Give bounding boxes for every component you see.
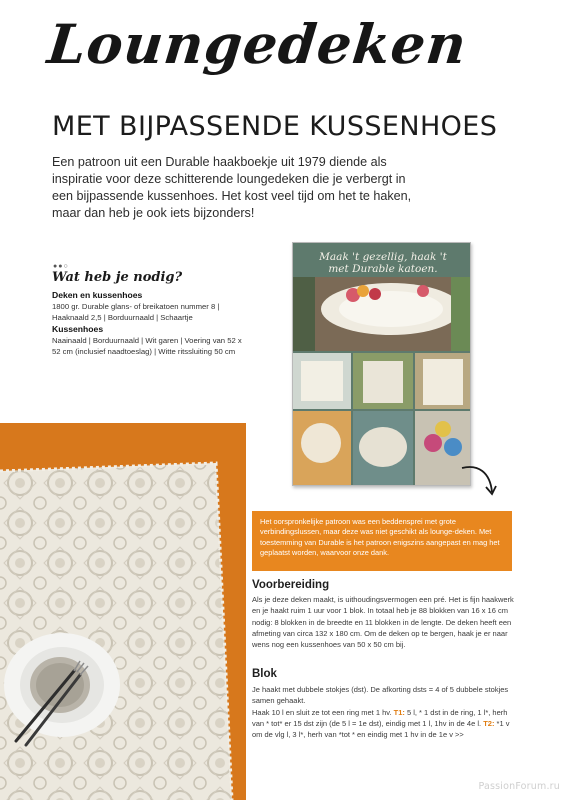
section-text-blok (252, 684, 514, 740)
blok-instructions: Haak 10 l en sluit ze tot een ring met 1 hv. T1: 5 l, * 1 dst in de ring, 1 l*, herh van * tot* er 15 dst zijn (de 5 l = 1e dst), eindig met 1 l, 1hv in de 4e l. T2: *1 v om de vlg l, 3 l*, herh van *tot * en eindig met 1 hv in de 1e v >> (252, 707, 510, 740)
materials-heading-cushion: Kussenhoes (52, 323, 104, 334)
round-2-label: T2: (483, 718, 495, 728)
curved-arrow-icon (456, 458, 500, 502)
page-title: Loungedeken (44, 12, 471, 76)
booklet-collage (293, 243, 471, 486)
blok-intro: Je haakt met dubbele stokjes (dst). De afkorting dsts = 4 of 5 dubbele stokjes samen gehaakt. (252, 685, 509, 706)
section-heading-blok: Blok (252, 668, 277, 680)
materials-title: Wat heb je nodig? (52, 270, 183, 285)
page-subtitle: MET BIJPASSENDE KUSSENHOES (52, 111, 498, 142)
section-text-voorbereiding: Als je deze deken maakt, is uithoudingsvermogen een pré. Het is fijn haakwerk en je haakt ruim 1 uur voor 1 blok. In totaal heb je 88 blokken van 16 x 16 cm nodig: 8 blokken in de breedte en 11 blokken in de lengte. De deken heeft een afmeting van circa 132 x 180 cm. Om de deken op te bergen, haak je er naar wens nog een kussenhoes van 50 x 50 cm bij. (252, 595, 514, 650)
materials-text-blanket: 1800 gr. Durable glans- of breikatoen nummer 8 | Haaknaald 2,5 | Borduurnaald | Schaartje (52, 302, 220, 323)
section-heading-voorbereiding: Voorbereiding (252, 579, 330, 591)
booklet-cover-photo (292, 242, 471, 486)
info-callout: Het oorspronkelijke patroon was een beddensprei met grote verbindingslussen, maar deze was niet geschikt als lounge-deken. Met toestemming van Durable is het patroon enigszins aangepast en mag het geplaatst worden, waarvoor onze dank. (252, 511, 512, 571)
difficulty-dots: ●●○ (53, 263, 69, 270)
materials-heading-blanket: Deken en kussenhoes (52, 290, 143, 300)
crochet-blanket-image (0, 423, 246, 800)
blanket-photo (0, 423, 246, 800)
booklet-cover-title: Maak 't gezellig, haak 't met Durable katoen. (319, 251, 447, 275)
intro-paragraph: Een patroon uit een Durable haakboekje uit 1979 diende als inspiratie voor deze schitterende loungedeken die je verbergt in een bijpassende kussenhoes. Het kost veel tijd om het te haken, maar dan heb je ook iets bijzonders! (52, 155, 412, 220)
watermark: PassionForum.ru (478, 781, 560, 792)
materials-list (52, 290, 242, 357)
round-1-label: T1: (393, 707, 405, 717)
materials-text-cushion: Naainaald | Borduurnaald | Wit garen | Voering van 52 x 52 cm (inclusief naadtoeslag) | Witte ritssluiting 50 cm (52, 335, 242, 357)
